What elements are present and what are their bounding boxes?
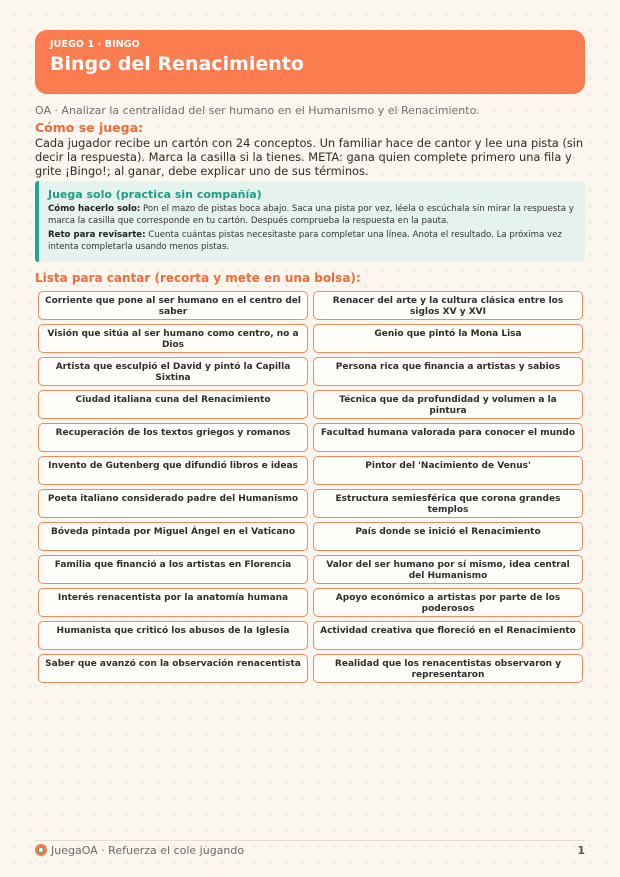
clue-card: Poeta italiano considerado padre del Humanismo: [38, 489, 308, 518]
game-header: [35, 30, 585, 94]
solo-challenge-text: Cuenta cuántas pistas necesitaste para completar una línea. Anota el resultado. La próxima vez intenta completarla usando menos pistas.: [48, 230, 562, 252]
page-title: Bingo del Renacimiento: [50, 53, 304, 75]
clue-card: Persona rica que financia a artistas y sabios: [313, 357, 583, 386]
solo-how-paragraph: [48, 204, 575, 227]
page-footer: [35, 843, 585, 857]
footer-brand: [35, 844, 244, 857]
solo-how-label: Cómo hacerlo solo:: [48, 204, 141, 214]
solo-challenge-label: Reto para revisarte:: [48, 230, 146, 240]
clue-card: Apoyo económico a artistas por parte de los poderosos: [313, 588, 583, 617]
clue-card: Bóveda pintada por Miguel Ángel en el Vaticano: [38, 522, 308, 551]
clue-card: Valor del ser humano por sí mismo, idea central del Humanismo: [313, 555, 583, 584]
clue-card: Facultad humana valorada para conocer el mundo: [313, 423, 583, 452]
clue-card: Estructura semiesférica que corona grandes templos: [313, 489, 583, 518]
clue-card: Técnica que da profundidad y volumen a la pintura: [313, 390, 583, 419]
clue-card: Realidad que los renacentistas observaron y representaron: [313, 654, 583, 683]
solo-how-text: Pon el mazo de pistas boca abajo. Saca una pista por vez, léela o escúchala sin mirar la respuesta y marca la casilla que corresponde en tu cartón. Después comprueba la respuesta en la pauta.: [48, 204, 574, 226]
clue-card: Actividad creativa que floreció en el Renacimiento: [313, 621, 583, 650]
clue-card: Recuperación de los textos griegos y romanos: [38, 423, 308, 452]
solo-play-heading: Juega solo (practica sin compañía): [48, 188, 262, 201]
solo-play-box: [35, 181, 585, 262]
game-kicker: JUEGO 1 · BINGO: [50, 39, 140, 50]
footer-divider: [35, 840, 585, 841]
clue-card: Genio que pintó la Mona Lisa: [313, 324, 583, 353]
clue-card: Pintor del 'Nacimiento de Venus': [313, 456, 583, 485]
how-to-play-heading: Cómo se juega:: [35, 120, 144, 135]
page-number: 1: [577, 843, 585, 857]
how-to-play-text: Cada jugador recibe un cartón con 24 conceptos. Un familiar hace de cantor y lee una pista (sin decir la respuesta). Marca la casilla si la tienes. META: gana quien complete primero una fila y grite ¡Bingo!; al ganar, debe explicar uno de sus términos.: [35, 136, 584, 178]
clue-card: Corriente que pone al ser humano en el centro del saber: [38, 291, 308, 320]
footer-brand-text: JuegaOA · Refuerza el cole jugando: [51, 843, 245, 857]
clue-card: Familia que financió a los artistas en Florencia: [38, 555, 308, 584]
call-list-heading: Lista para cantar (recorta y mete en una bolsa):: [35, 271, 361, 285]
clue-card: Humanista que criticó los abusos de la Iglesia: [38, 621, 308, 650]
clue-card: Ciudad italiana cuna del Renacimiento: [38, 390, 308, 419]
clue-card: Invento de Gutenberg que difundió libros e ideas: [38, 456, 308, 485]
learning-objective: OA · Analizar la centralidad del ser humano en el Humanismo y el Renacimiento.: [35, 104, 480, 117]
clue-card: País donde se inició el Renacimiento: [313, 522, 583, 551]
clue-card: Renacer del arte y la cultura clásica entre los siglos XV y XVI: [313, 291, 583, 320]
clue-card: Saber que avanzó con la observación renacentista: [38, 654, 308, 683]
clue-grid: [38, 291, 583, 683]
clue-card: Visión que sitúa al ser humano como centro, no a Dios: [38, 324, 308, 353]
juegaoa-logo-icon: [35, 844, 47, 856]
clue-card: Interés renacentista por la anatomía humana: [38, 588, 308, 617]
solo-challenge-paragraph: [48, 230, 575, 253]
clue-card: Artista que esculpió el David y pintó la Capilla Sixtina: [38, 357, 308, 386]
